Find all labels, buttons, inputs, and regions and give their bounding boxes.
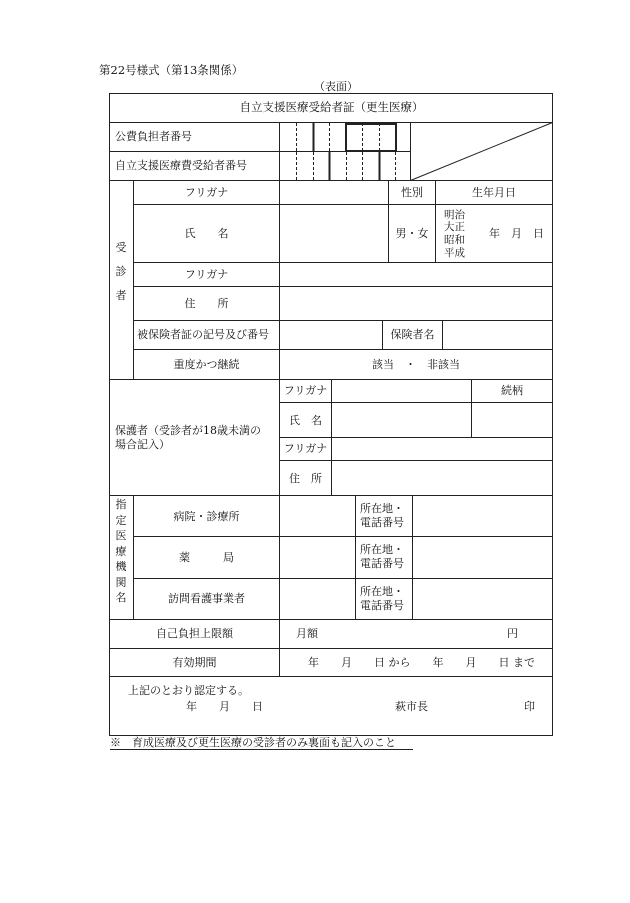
guardian-name-label: 氏 名 [289,414,322,427]
severe-continuing-value: 該当 ・ 非該当 [372,358,460,371]
insurer-label: 保険者名 [390,328,435,341]
address-label: 住 所 [184,297,229,310]
side-label: （表面） [314,80,358,93]
institution-section-label: 指定医療機関名 [115,498,127,604]
patient-furigana-label: フリガナ [184,186,229,199]
patient-section-label: 受診者 [115,241,127,302]
address-furigana-label: フリガナ [184,268,229,281]
payer-number-label: 公費負担者番号 [115,130,192,143]
relation-label: 続柄 [501,384,523,397]
pharmacy-label: 薬 局 [179,551,234,564]
birth-ymd: 年 月 日 [489,227,544,240]
mayor-label: 萩市長 [395,700,428,713]
nursing-contact-line1: 所在地・ [360,585,404,598]
era-taisho: 大正 [444,221,465,233]
validity-value: 年 月 日 から 年 月 日 まで [308,656,535,669]
guardian-label-line1: 保護者（受診者が18歳未満の [115,424,261,437]
copay-limit-label: 自己負担上限額 [156,627,233,640]
sex-value: 男・女 [395,227,429,240]
birth-date-label: 生年月日 [472,186,516,199]
certification-date: 年 月 日 [186,700,263,713]
era-meiji: 明治 [444,209,465,221]
hospital-contact-line1: 所在地・ [360,502,404,515]
hospital-label: 病院・診療所 [173,510,240,523]
form-title: 自立支援医療受給者証（更生医療） [239,100,424,114]
validity-label: 有効期間 [172,656,217,669]
guardian-furigana-label: フリガナ [283,384,328,397]
certification-statement: 上記のとおり認定する。 [128,684,249,697]
footnote: ※ 育成医療及び更生医療の受診者のみ裏面も記入のこと [110,736,396,749]
form-number: 第22号様式（第13条関係） [99,63,244,77]
pharmacy-contact-line2: 電話番号 [360,557,404,570]
recipient-number-label: 自立支援医療費受給者番号 [115,159,247,172]
guardian-label-line2: 場合記入） [115,438,170,451]
hospital-contact-line2: 電話番号 [360,516,404,529]
era-heisei: 平成 [444,247,465,259]
insurance-id-label: 被保険者証の記号及び番号 [137,328,269,341]
nursing-label: 訪問看護事業者 [168,592,245,605]
guardian-address-furigana-label: フリガナ [283,442,328,455]
seal-mark: 印 [524,700,535,713]
copay-yen-label: 円 [507,627,518,640]
pharmacy-contact-line1: 所在地・ [360,543,404,556]
sex-label: 性別 [401,186,423,199]
guardian-address-label: 住 所 [289,472,322,485]
severe-continuing-label: 重度かつ継続 [173,358,240,371]
patient-name-label: 氏 名 [184,227,229,240]
era-showa: 昭和 [444,234,465,246]
nursing-contact-line2: 電話番号 [360,599,404,612]
copay-monthly-label: 月額 [296,627,318,640]
